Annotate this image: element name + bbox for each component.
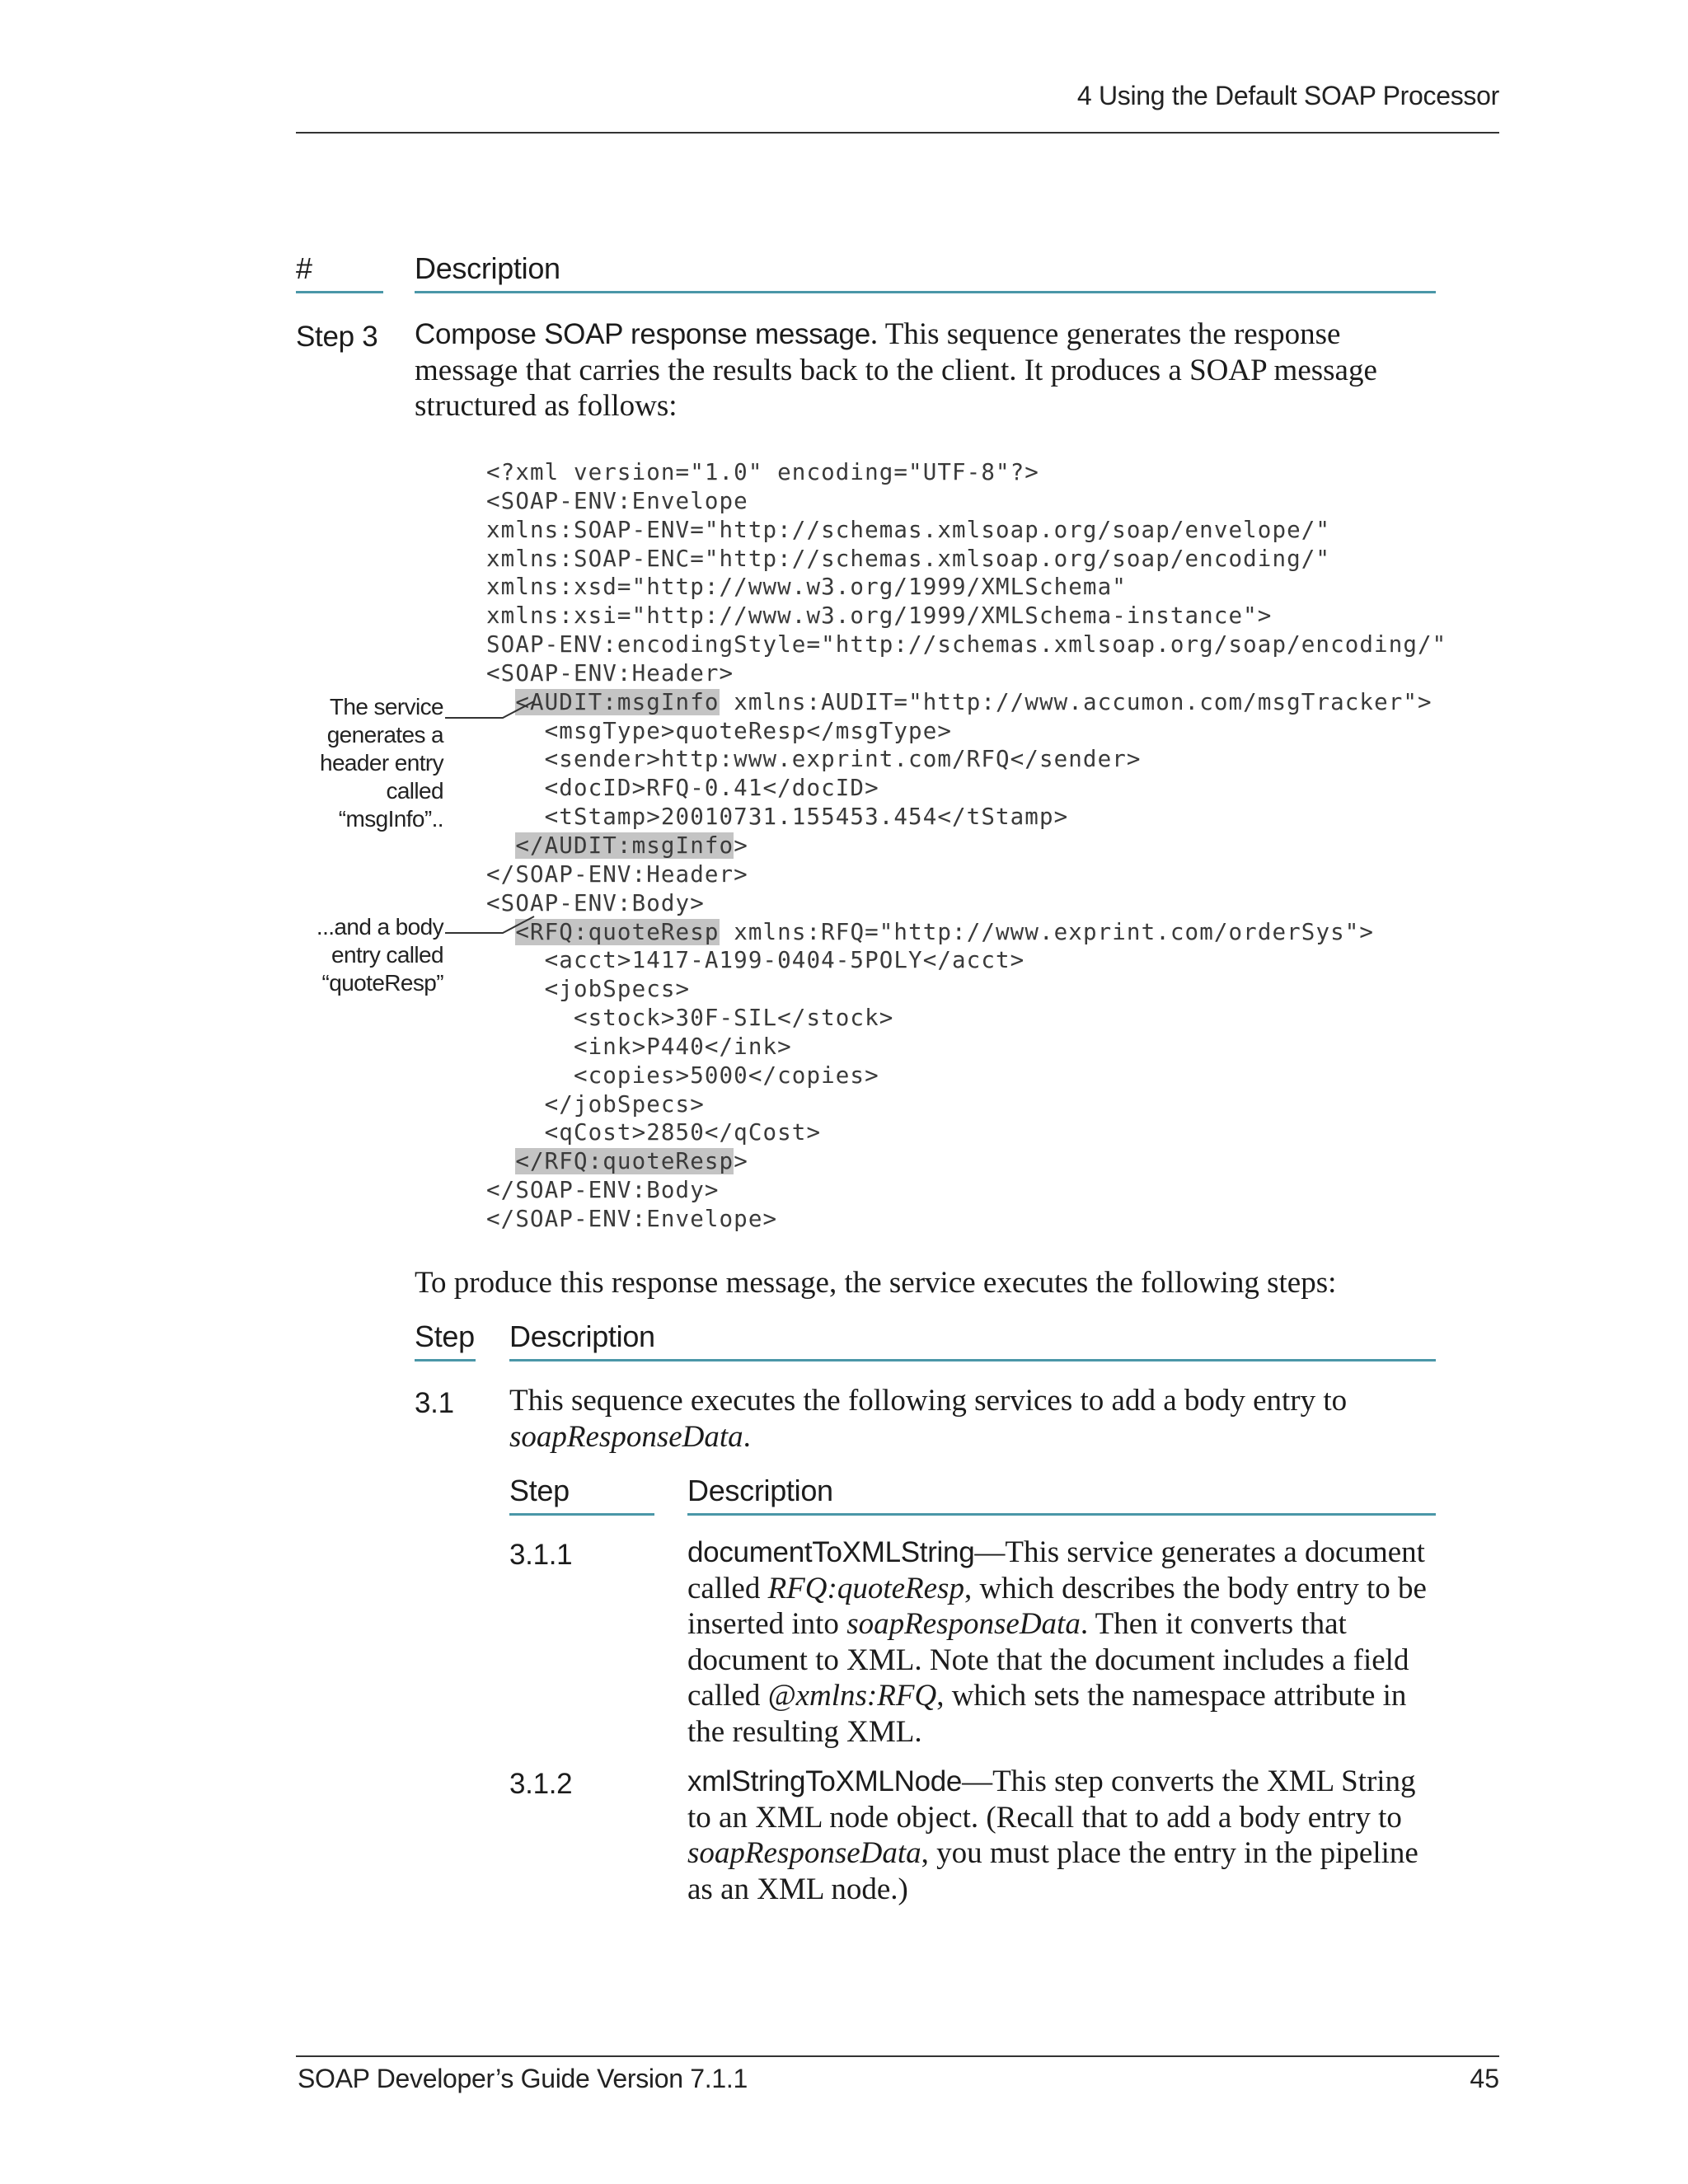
code-line: </SOAP-ENV:Body> [486,1177,720,1204]
step-3-1-1-text-1: —This service generates a document called [687,1535,1425,1605]
code-line: xmlns:SOAP-ENC="http://schemas.xmlsoap.org/soap/encoding/" [486,545,1331,572]
subtable-col-step: Step [415,1319,475,1353]
code-line: xmlns:xsd="http://www.w3.org/1999/XMLSchema" [486,574,1127,601]
step-3-1-2-italic-1: soapResponseData [687,1836,921,1870]
code-line: xmlns:SOAP-ENV="http://schemas.xmlsoap.org/soap/envelope/" [486,516,1331,543]
code-line: <RFQ:quoteResp xmlns:RFQ="http://www.exprint.com/orderSys"> [515,918,1375,945]
step-3-label: Step 3 [296,321,378,353]
code-line: <ink>P440</ink> [486,1033,792,1060]
code-line: <SOAP-ENV:Envelope [486,487,748,514]
code-line: </SOAP-ENV:Header> [486,860,748,888]
steps-intro: To produce this response message, the service executes the following steps: [415,1266,1337,1300]
table-col-description: Description [415,251,560,285]
code-line: <sender>http:www.exprint.com/RFQ</sender> [486,746,1142,773]
code-line: </AUDIT:msgInfo> [515,832,748,859]
subtable-col-step-rule [415,1359,476,1361]
step-3-title: Compose SOAP response message [415,318,870,350]
step-3-1-label: 3.1 [415,1387,454,1419]
code-line: <docID>RFQ-0.41</docID> [486,775,879,802]
step-3-1-1-text-2: , which describes the body entry to be inserted into [687,1571,1427,1641]
subsubtable-col-description: Description [687,1474,833,1507]
code-line: xmlns:xsi="http://www.w3.org/1999/XMLSchema-instance"> [486,602,1273,630]
subtable-col-description: Description [509,1319,655,1353]
step-3-1-1-italic-1: RFQ:quoteResp [767,1571,964,1605]
page-number: 45 [1470,2064,1499,2093]
step-3-1-2-text-1: —This step converts the XML String to an XML node object. (Recall that to add a body entry to [687,1765,1416,1835]
table-col-number: # [296,251,312,285]
code-line: <?xml version="1.0" encoding="UTF-8"?> [486,459,1039,485]
code-line: <jobSpecs> [486,976,691,1003]
code-line: <acct>1417-A199-0404-5POLY</acct> [486,947,1025,974]
step-3-1-1-italic-2: soapResponseData [846,1607,1081,1641]
code-line: <stock>30F-SIL</stock> [486,1005,894,1032]
code-line: <copies>5000</copies> [486,1062,879,1089]
step-3-text: . This sequence generates the response message that carries the results back to the client. It produces a SOAP message structured as follows: [415,317,1377,423]
subtable-col-description-rule [509,1359,1436,1361]
step-3-1-italic: soapResponseData [509,1419,743,1454]
step-3-1-2-label: 3.1.2 [509,1768,573,1800]
step-3-1-2-text-2: , you must place the entry in the pipeline as an XML node.) [687,1836,1418,1906]
header-callout-line [445,701,534,718]
code-line: <SOAP-ENV:Body> [486,889,705,916]
body-entry-annotation: ...and a body entry called “quoteResp” [316,914,443,996]
step-3-1-description [509,1383,1441,1455]
code-line: </SOAP-ENV:Envelope> [486,1205,778,1232]
code-line: <msgType>quoteResp</msgType> [486,717,953,744]
body-callout-line [445,916,534,933]
step-3-1-1-text-3: . Then it converts that document to XML. Note that the document includes a field called [687,1607,1409,1713]
step-3-1-2-description [687,1764,1446,1907]
step-3-1-text: This sequence executes the following services to add a body entry to [509,1384,1348,1418]
step-3-1-1-label: 3.1.1 [509,1539,573,1571]
subsubtable-col-step: Step [509,1474,570,1507]
footer-rule [296,2055,1499,2057]
header-entry-annotation: The service generates a header entry called “msgInfo”.. [319,694,443,832]
subsubtable-col-step-rule [509,1513,654,1516]
step-3-1-text-end: . [743,1419,751,1454]
running-header: 4 Using the Default SOAP Processor [1076,81,1499,110]
code-line: </jobSpecs> [486,1090,705,1118]
step-3-1-1-service: documentToXMLString [687,1536,975,1568]
step-3-1-1-description [687,1535,1446,1750]
code-line: <SOAP-ENV:Header> [486,659,734,687]
code-line: SOAP-ENV:encodingStyle="http://schemas.xmlsoap.org/soap/encoding/" [486,631,1447,658]
step-3-1-1-italic-3: @xmlns:RFQ [767,1679,937,1713]
code-line: <qCost>2850</qCost> [486,1119,822,1146]
subsubtable-col-description-rule [687,1513,1436,1516]
code-line: <AUDIT:msgInfo xmlns:AUDIT="http://www.accumon.com/msgTracker"> [515,688,1432,715]
step-3-1-1-text-4: , which sets the namespace attribute in the resulting XML. [687,1679,1407,1749]
step-3-1-2-service: xmlStringToXMLNode [687,1765,963,1797]
footer-title: SOAP Developer’s Guide Version 7.1.1 [298,2064,748,2093]
code-line: <tStamp>20010731.155453.454</tStamp> [486,804,1069,831]
code-line: </RFQ:quoteResp> [515,1148,748,1175]
